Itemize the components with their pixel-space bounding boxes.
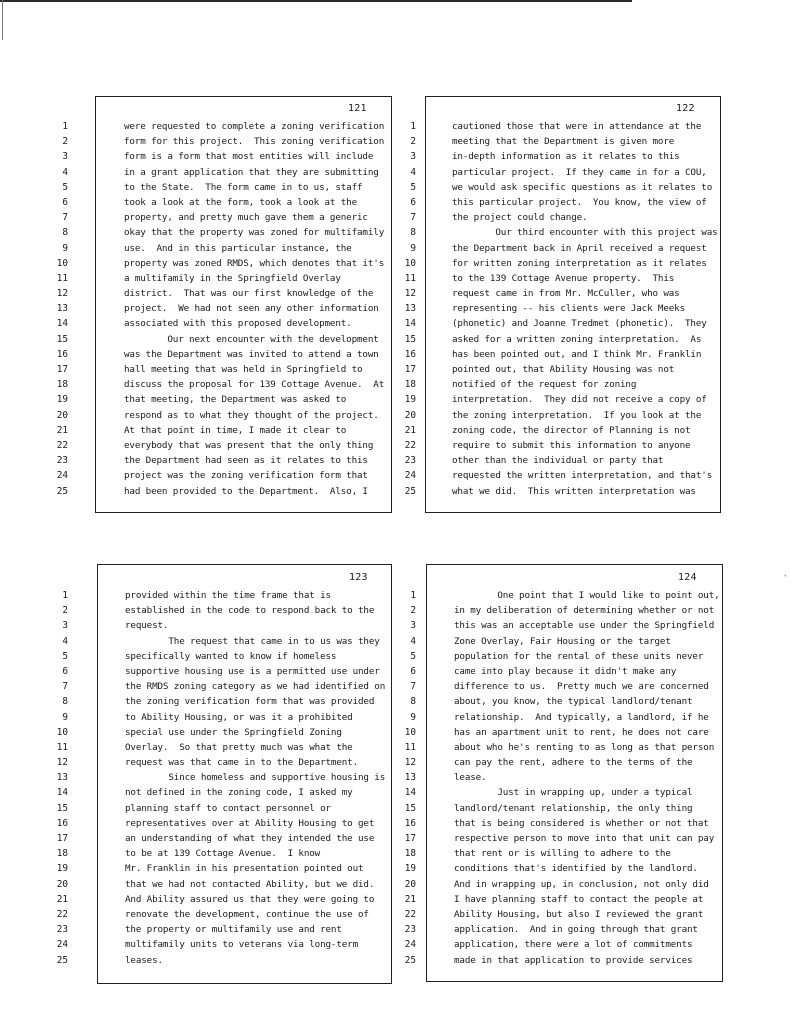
- transcript-line: Ability Housing, but also I reviewed the grant: [454, 908, 704, 920]
- transcript-line: everybody that was present that the only thing: [124, 439, 374, 451]
- line-number: 17: [404, 833, 416, 844]
- line-number: 22: [56, 439, 68, 451]
- transcript-line: what we did. This written interpretation was: [452, 485, 696, 497]
- transcript-line: a multifamily in the Springfield Overlay: [124, 272, 341, 284]
- line-number: 14: [56, 318, 68, 330]
- line-number: 8: [62, 696, 68, 708]
- line-number: 15: [404, 333, 416, 345]
- transcript-line: this was an acceptable use under the Springfield: [454, 620, 715, 632]
- line-number: 13: [56, 303, 68, 315]
- transcript-line: The request that came in to us was they: [125, 635, 380, 647]
- transcript-line: property was zoned RMDS, which denotes that it's: [124, 257, 385, 269]
- transcript-line: for written zoning interpretation as it relates: [452, 257, 707, 269]
- transcript-line: made in that application to provide services: [454, 954, 693, 966]
- line-number: 8: [410, 227, 416, 239]
- transcript-line: the property or multifamily use and rent: [125, 924, 342, 936]
- transcript-line: an understanding of what they intended the use: [125, 833, 375, 844]
- line-number: 5: [410, 650, 416, 662]
- transcript-line: landlord/tenant relationship, the only thing: [454, 802, 693, 814]
- transcript-line: Overlay. So that pretty much was what the: [125, 741, 353, 753]
- line-number: 9: [62, 242, 68, 254]
- line-number: 5: [410, 181, 416, 193]
- line-number: 24: [56, 939, 68, 951]
- transcript-line: in-depth information as it relates to this: [452, 151, 680, 163]
- transcript-line: to the State. The form came in to us, staff: [124, 181, 363, 193]
- line-number: 7: [62, 681, 68, 693]
- scan-speck: `: [783, 575, 789, 585]
- transcript-text: [452, 119, 718, 499]
- line-number-column: [50, 588, 68, 968]
- page-number: 124: [678, 572, 697, 583]
- transcript-line: in a grant application that they are submitting: [124, 166, 379, 178]
- line-number: 21: [404, 424, 416, 436]
- line-number: 13: [56, 772, 68, 784]
- line-number: 20: [404, 409, 416, 421]
- transcript-line: request came in from Mr. McCuller, who was: [452, 288, 680, 300]
- transcript-line: this particular project. You know, the view of: [452, 196, 707, 208]
- line-number: 19: [404, 863, 416, 875]
- line-number: 18: [56, 848, 68, 860]
- transcript-line: application. And in going through that grant: [454, 924, 698, 936]
- line-number: 1: [410, 121, 416, 132]
- transcript-line: representing -- his clients were Jack Meeks: [452, 303, 686, 315]
- transcript-line: the Department had seen as it relates to this: [124, 455, 368, 467]
- transcript-line: were requested to complete a zoning verification: [124, 121, 385, 132]
- line-number: 23: [404, 455, 416, 467]
- line-number: 18: [56, 379, 68, 391]
- line-number: 11: [56, 741, 68, 753]
- line-number: 22: [56, 908, 68, 920]
- line-number: 12: [56, 288, 68, 300]
- transcript-line: special use under the Springfield Zoning: [125, 726, 342, 738]
- transcript-line: in my deliberation of determining whether or not: [454, 605, 715, 617]
- line-number: 20: [56, 409, 68, 421]
- line-number: 19: [404, 394, 416, 406]
- transcript-line: leases.: [125, 954, 163, 966]
- line-number: 9: [410, 711, 416, 723]
- line-number: 3: [62, 151, 68, 163]
- transcript-line: has an apartment unit to rent, he does not care: [454, 726, 709, 738]
- line-number: 17: [56, 364, 68, 375]
- line-number: 16: [404, 348, 416, 360]
- transcript-line: And Ability assured us that they were going to: [125, 893, 375, 905]
- transcript-line: the Department back in April received a request: [452, 242, 707, 254]
- line-number: 2: [62, 136, 68, 148]
- line-number: 21: [56, 893, 68, 905]
- line-number: 2: [410, 605, 416, 617]
- line-number: 1: [62, 590, 68, 601]
- line-number: 17: [56, 833, 68, 844]
- line-number: 11: [404, 741, 416, 753]
- transcript-text: [124, 119, 384, 499]
- transcript-line: that rent or is willing to adhere to the: [454, 848, 671, 860]
- transcript-line: representatives over at Ability Housing to get: [125, 817, 375, 829]
- transcript-line: has been pointed out, and I think Mr. Franklin: [452, 348, 702, 360]
- line-number: 15: [56, 333, 68, 345]
- line-number: 6: [62, 665, 68, 677]
- transcript-line: that meeting, the Department was asked to: [124, 394, 347, 406]
- line-number: 12: [404, 288, 416, 300]
- transcript-line: that is being considered is whether or not that: [454, 817, 709, 829]
- line-number: 3: [62, 620, 68, 632]
- transcript-line: require to submit this information to anyone: [452, 439, 691, 451]
- transcript-line: meeting that the Department is given more: [452, 136, 675, 148]
- line-number: 11: [404, 272, 416, 284]
- line-number: 2: [62, 605, 68, 617]
- line-number: 8: [410, 696, 416, 708]
- page-number: 123: [349, 572, 368, 583]
- line-number: 16: [56, 817, 68, 829]
- transcript-line: renovate the development, continue the use of: [125, 908, 369, 920]
- line-number: 6: [410, 665, 416, 677]
- transcript-line: application, there were a lot of commitments: [454, 939, 693, 951]
- transcript-line: respond as to what they thought of the project.: [124, 409, 379, 421]
- line-number: 23: [404, 924, 416, 936]
- line-number: 16: [404, 817, 416, 829]
- transcript-line: okay that the property was zoned for multifamily: [124, 227, 385, 239]
- line-number: 19: [56, 863, 68, 875]
- transcript-line: the zoning verification form that was provided: [125, 696, 375, 708]
- line-number-column: [398, 588, 416, 968]
- transcript-line: multifamily units to veterans via long-term: [125, 939, 359, 951]
- line-number: 5: [62, 181, 68, 193]
- transcript-line: property, and pretty much gave them a generic: [124, 212, 368, 224]
- transcript-line: to the 139 Cottage Avenue property. This: [452, 272, 675, 284]
- transcript-line: And in wrapping up, in conclusion, not only did: [454, 878, 709, 890]
- page-number: 121: [348, 103, 367, 114]
- transcript-line: about, you know, the typical landlord/tenant: [454, 696, 693, 708]
- transcript-line: the RMDS zoning category as we had identified on: [125, 681, 386, 693]
- transcript-line: Zone Overlay, Fair Housing or the target: [454, 635, 671, 647]
- transcript-line: relationship. And typically, a landlord, if he: [454, 711, 709, 723]
- transcript-line: Our third encounter with this project was: [452, 227, 718, 239]
- transcript-line: project was the zoning verification form that: [124, 470, 368, 482]
- line-number: 14: [404, 318, 416, 330]
- line-number: 25: [56, 485, 68, 497]
- transcript-line: established in the code to respond back to the: [125, 605, 375, 617]
- transcript-line: supportive housing use is a permitted use under: [125, 665, 380, 677]
- transcript-line: conditions that's identified by the landlord.: [454, 863, 698, 875]
- transcript-line: district. That was our first knowledge of the: [124, 288, 374, 300]
- transcript-line: Mr. Franklin in his presentation pointed out: [125, 863, 364, 875]
- transcript-line: zoning code, the director of Planning is not: [452, 424, 691, 436]
- line-number: 4: [410, 166, 416, 178]
- line-number: 24: [404, 470, 416, 482]
- transcript-line: requested the written interpretation, and that's: [452, 470, 713, 482]
- transcript-line: cautioned those that were in attendance at the: [452, 121, 702, 132]
- line-number: 22: [404, 908, 416, 920]
- scan-edge-top: [0, 0, 632, 2]
- transcript-line: planning staff to contact personnel or: [125, 802, 331, 814]
- transcript-line: lease.: [454, 772, 487, 784]
- scan-edge-left: [2, 0, 3, 40]
- transcript-line: came into play because it didn't make any: [454, 665, 677, 677]
- line-number: 12: [56, 757, 68, 769]
- line-number: 1: [62, 121, 68, 132]
- transcript-line: not defined in the zoning code, I asked my: [125, 787, 353, 799]
- line-number: 14: [404, 787, 416, 799]
- transcript-line: the project could change.: [452, 212, 588, 224]
- line-number: 13: [404, 772, 416, 784]
- line-number: 10: [56, 726, 68, 738]
- transcript-line: Since homeless and supportive housing is: [125, 772, 386, 784]
- transcript-line: difference to us. Pretty much we are concerned: [454, 681, 709, 693]
- line-number: 14: [56, 787, 68, 799]
- transcript-line: respective person to move into that unit can pay: [454, 833, 715, 844]
- line-number: 20: [56, 878, 68, 890]
- line-number: 25: [404, 485, 416, 497]
- line-number: 4: [410, 635, 416, 647]
- line-number: 2: [410, 136, 416, 148]
- transcript-line: Our next encounter with the development: [124, 333, 379, 345]
- transcript-line: was the Department was invited to attend a town: [124, 348, 379, 360]
- transcript-line: can pay the rent, adhere to the terms of the: [454, 757, 693, 769]
- line-number: 23: [56, 924, 68, 936]
- transcript-line: interpretation. They did not receive a copy of: [452, 394, 707, 406]
- line-number: 13: [404, 303, 416, 315]
- line-number: 7: [410, 212, 416, 224]
- transcript-line: had been provided to the Department. Also, I: [124, 485, 368, 497]
- transcript-line: form is a form that most entities will include: [124, 151, 374, 163]
- transcript-text: [454, 588, 720, 968]
- line-number: 6: [410, 196, 416, 208]
- line-number-column: [50, 119, 68, 499]
- line-number: 7: [410, 681, 416, 693]
- transcript-line: hall meeting that was held in Springfield to: [124, 364, 363, 375]
- line-number: 10: [404, 726, 416, 738]
- line-number: 22: [404, 439, 416, 451]
- transcript-line: request was that came in to the Department.: [125, 757, 359, 769]
- line-number: 21: [404, 893, 416, 905]
- transcript-line: request.: [125, 620, 169, 632]
- transcript-line: the zoning interpretation. If you look at the: [452, 409, 702, 421]
- line-number: 7: [62, 212, 68, 224]
- line-number: 19: [56, 394, 68, 406]
- line-number: 8: [62, 227, 68, 239]
- transcript-text: [125, 588, 385, 968]
- transcript-line: to be at 139 Cottage Avenue. I know: [125, 848, 321, 860]
- transcript-line: particular project. If they came in for a COU,: [452, 166, 707, 178]
- transcript-line: that we had not contacted Ability, but we did.: [125, 878, 375, 890]
- line-number-column: [398, 119, 416, 499]
- transcript-line: specifically wanted to know if homeless: [125, 650, 337, 662]
- line-number: 11: [56, 272, 68, 284]
- line-number: 1: [410, 590, 416, 601]
- line-number: 16: [56, 348, 68, 360]
- transcript-line: (phonetic) and Joanne Tredmet (phonetic). They: [452, 318, 707, 330]
- transcript-line: project. We had not seen any other information: [124, 303, 379, 315]
- transcript-line: notified of the request for zoning: [452, 379, 637, 391]
- page-number: 122: [676, 103, 695, 114]
- transcript-line: asked for a written zoning interpretation. As: [452, 333, 702, 345]
- transcript-line: other than the individual or party that: [452, 455, 664, 467]
- line-number: 10: [56, 257, 68, 269]
- transcript-line: to Ability Housing, or was it a prohibited: [125, 711, 353, 723]
- line-number: 9: [410, 242, 416, 254]
- transcript-line: I have planning staff to contact the people at: [454, 893, 704, 905]
- transcript-line: One point that I would like to point out,: [454, 590, 720, 601]
- line-number: 3: [410, 151, 416, 163]
- line-number: 4: [62, 635, 68, 647]
- line-number: 12: [404, 757, 416, 769]
- line-number: 3: [410, 620, 416, 632]
- line-number: 5: [62, 650, 68, 662]
- transcript-line: we would ask specific questions as it relates to: [452, 181, 713, 193]
- line-number: 24: [56, 470, 68, 482]
- line-number: 18: [404, 379, 416, 391]
- transcript-line: took a look at the form, took a look at the: [124, 196, 358, 208]
- line-number: 17: [404, 364, 416, 375]
- transcript-line: pointed out, that Ability Housing was not: [452, 364, 675, 375]
- line-number: 15: [56, 802, 68, 814]
- line-number: 25: [56, 954, 68, 966]
- transcript-line: population for the rental of these units never: [454, 650, 704, 662]
- line-number: 23: [56, 455, 68, 467]
- transcript-line: provided within the time frame that is: [125, 590, 331, 601]
- line-number: 15: [404, 802, 416, 814]
- line-number: 10: [404, 257, 416, 269]
- line-number: 20: [404, 878, 416, 890]
- transcript-line: form for this project. This zoning verification: [124, 136, 385, 148]
- transcript-line: about who he's renting to as long as that person: [454, 741, 715, 753]
- line-number: 4: [62, 166, 68, 178]
- transcript-line: Just in wrapping up, under a typical: [454, 787, 693, 799]
- line-number: 6: [62, 196, 68, 208]
- line-number: 18: [404, 848, 416, 860]
- line-number: 25: [404, 954, 416, 966]
- transcript-line: discuss the proposal for 139 Cottage Avenue. At: [124, 379, 385, 391]
- transcript-line: associated with this proposed development.: [124, 318, 352, 330]
- transcript-line: At that point in time, I made it clear to: [124, 424, 347, 436]
- line-number: 9: [62, 711, 68, 723]
- transcript-line: use. And in this particular instance, the: [124, 242, 352, 254]
- line-number: 21: [56, 424, 68, 436]
- line-number: 24: [404, 939, 416, 951]
